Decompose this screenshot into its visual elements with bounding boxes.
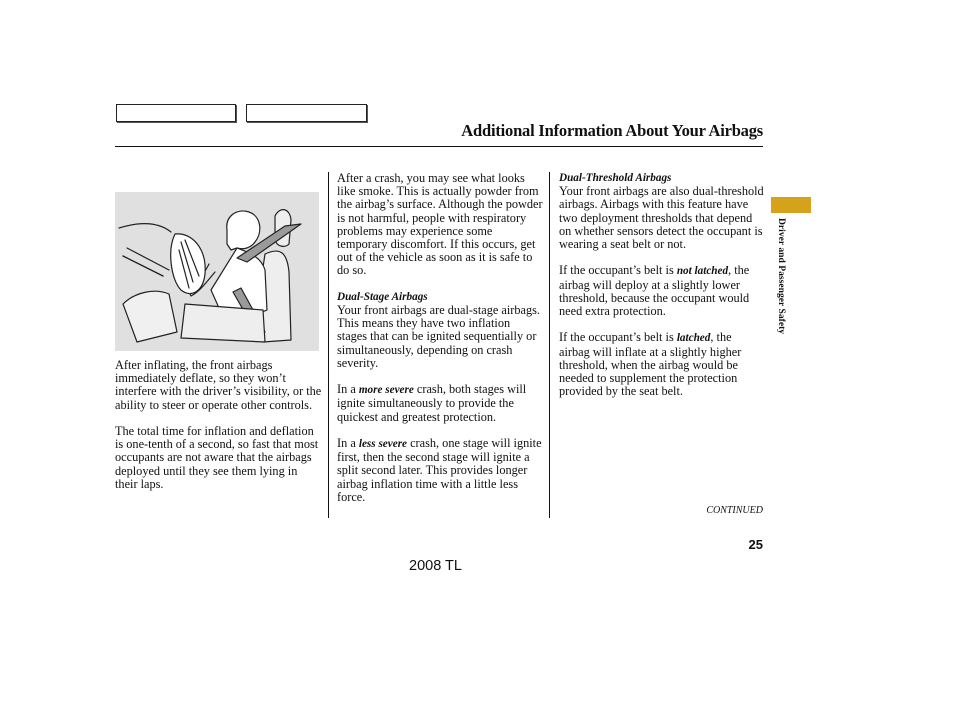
not-latched-paragraph: If the occupant’s belt is not latched, the airbag will deploy at a slightly lower threshold, because the occupant would need extra protection. xyxy=(559,263,750,319)
section-label: Driver and Passenger Safety xyxy=(776,218,787,335)
header-rule xyxy=(115,146,763,147)
page-number: 25 xyxy=(748,537,763,552)
continued-label: CONTINUED xyxy=(706,505,763,516)
inflation-paragraph: After inflating, the front airbags immediately deflate, so they won’t interfere with the driver’s visibility, or the ability to steer or operate other controls. xyxy=(115,358,322,412)
page-title: Additional Information About Your Airbags xyxy=(461,121,763,140)
column-divider-2 xyxy=(549,172,550,518)
less-severe-emphasis: less severe xyxy=(358,438,408,451)
airbag-illustration xyxy=(115,192,319,351)
latched-paragraph: If the occupant’s belt is latched, the airbag will inflate at a slightly higher threshold, when the airbag would be needed to supplement the protection provided by the seat belt. xyxy=(559,330,742,399)
nav-button-1[interactable] xyxy=(116,104,236,122)
footer-model: 2008 TL xyxy=(409,558,462,574)
nav-button-2[interactable] xyxy=(246,104,367,122)
column-2 xyxy=(337,172,543,504)
column-divider-1 xyxy=(328,172,329,518)
column-1 xyxy=(115,359,322,491)
dual-threshold-heading: Dual-Threshold Airbags xyxy=(559,172,672,184)
less-severe-paragraph: In a less severe crash, one stage will ignite first, then the second stage will ignite a split second later. This provides longer airbag inflation time with a little less force. xyxy=(337,436,542,504)
smoke-paragraph: After a crash, you may see what looks like smoke. This is actually powder from the airbag’s surface. Although the powder is not harmful, people with respiratory problems may experience some temporary discomfort. If this occurs, get out of the vehicle as soon as it is safe to do so. xyxy=(337,171,543,278)
dual-stage-heading: Dual-Stage Airbags xyxy=(337,290,428,303)
latched-emphasis: latched xyxy=(676,332,711,345)
section-tab xyxy=(771,197,811,213)
more-severe-paragraph: In a more severe crash, both stages will ignite simultaneously to provide the quickest and greatest protection. xyxy=(337,382,527,424)
column-3 xyxy=(559,172,765,398)
timing-paragraph: The total time for inflation and deflation is one-tenth of a second, so fast that most occupants are not aware that the airbags deployed until they see them lying in their laps. xyxy=(115,424,319,491)
not-latched-emphasis: not latched xyxy=(676,265,729,278)
more-severe-emphasis: more severe xyxy=(358,384,414,397)
dual-threshold-paragraph: Your front airbags are also dual-threshold airbags. Airbags with this feature have two deployment thresholds that depend on whether sensors detect the occupant is wearing a seat belt or not. xyxy=(559,184,764,252)
dual-stage-paragraph: Your front airbags are dual-stage airbags. This means they have two inflation stages that can be ignited sequentially or simultaneously, depending on crash severity. xyxy=(337,303,540,370)
